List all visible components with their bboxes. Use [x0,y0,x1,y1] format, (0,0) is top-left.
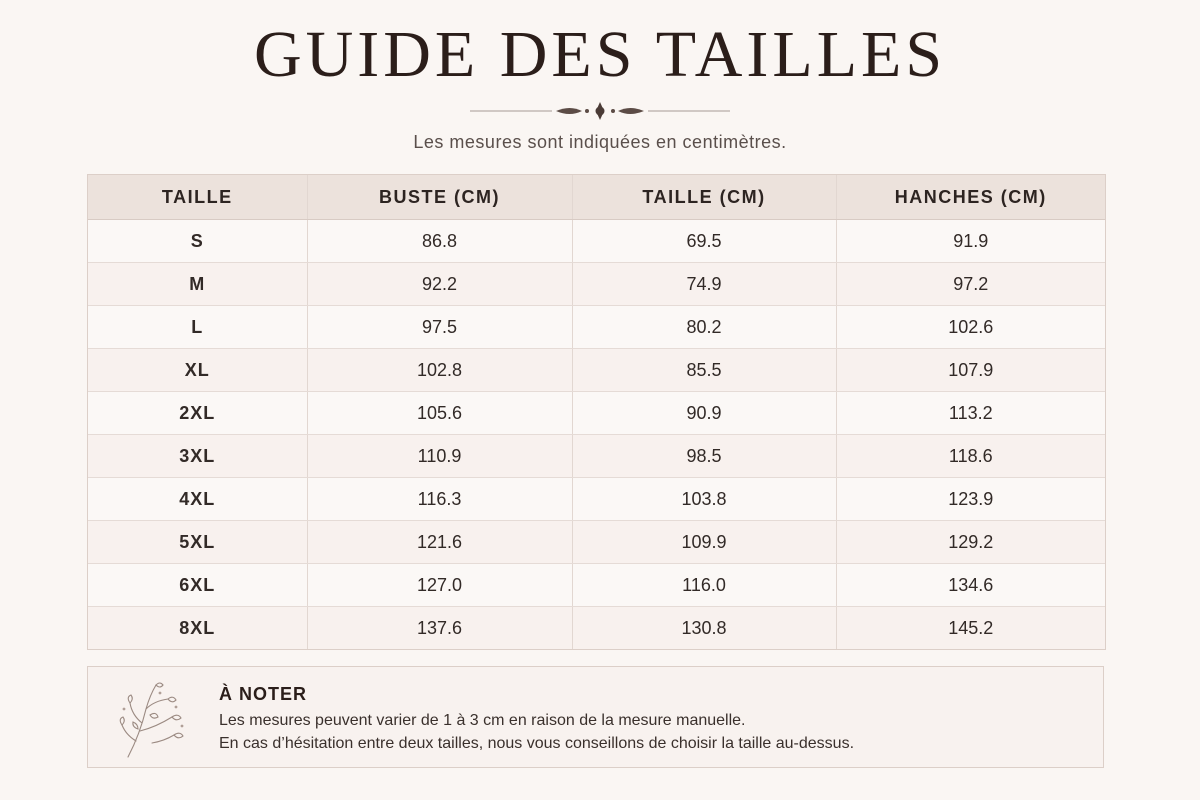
hips-cell: 97.2 [836,263,1105,306]
hips-cell: 113.2 [836,392,1105,435]
size-cell: L [88,306,307,349]
hips-cell: 102.6 [836,306,1105,349]
table-row [88,435,1105,478]
hips-cell: 123.9 [836,478,1105,521]
waist-cell: 74.9 [572,263,836,306]
table-row [88,564,1105,607]
bust-cell: 110.9 [307,435,572,478]
bust-cell: 116.3 [307,478,572,521]
bust-cell: 105.6 [307,392,572,435]
waist-cell: 130.8 [572,607,836,650]
bust-cell: 121.6 [307,521,572,564]
hips-cell: 91.9 [836,220,1105,263]
table-row [88,263,1105,306]
note-text-line: Les mesures peuvent varier de 1 à 3 cm en raison de la mesure manuelle. [219,712,746,729]
size-cell: 5XL [88,521,307,564]
column-header-hips: HANCHES (CM) [836,175,1105,220]
waist-cell: 69.5 [572,220,836,263]
table-row [88,220,1105,263]
table-row [88,478,1105,521]
note-box [87,666,1104,768]
bust-cell: 86.8 [307,220,572,263]
column-header-size: TAILLE [88,175,307,220]
column-header-bust: BUSTE (CM) [307,175,572,220]
table-row [88,349,1105,392]
bust-cell: 137.6 [307,607,572,650]
hips-cell: 107.9 [836,349,1105,392]
hips-cell: 118.6 [836,435,1105,478]
size-cell: 2XL [88,392,307,435]
note-text-line: En cas d’hésitation entre deux tailles, nous vous conseillons de choisir la taille au-dessus. [219,735,855,752]
bust-cell: 92.2 [307,263,572,306]
waist-cell: 98.5 [572,435,836,478]
size-table [87,174,1106,650]
floral-sprig-icon [116,679,191,759]
size-cell: XL [88,349,307,392]
hips-cell: 134.6 [836,564,1105,607]
waist-cell: 85.5 [572,349,836,392]
size-cell: 8XL [88,607,307,650]
table-row [88,392,1105,435]
ornament-divider-icon [470,100,730,122]
page-title: GUIDE DES TAILLES [253,18,947,91]
size-cell: M [88,263,307,306]
hips-cell: 145.2 [836,607,1105,650]
bust-cell: 127.0 [307,564,572,607]
waist-cell: 90.9 [572,392,836,435]
bust-cell: 102.8 [307,349,572,392]
table-header-row [88,175,1105,220]
hips-cell: 129.2 [836,521,1105,564]
table-row [88,607,1105,650]
waist-cell: 80.2 [572,306,836,349]
size-cell: 4XL [88,478,307,521]
note-title: À NOTER [219,684,307,704]
size-cell: 6XL [88,564,307,607]
column-header-waist: TAILLE (CM) [572,175,836,220]
waist-cell: 109.9 [572,521,836,564]
subtitle: Les mesures sont indiquées en centimètres. [413,132,787,152]
bust-cell: 97.5 [307,306,572,349]
size-cell: S [88,220,307,263]
table-row [88,306,1105,349]
table-row [88,521,1105,564]
size-cell: 3XL [88,435,307,478]
waist-cell: 103.8 [572,478,836,521]
waist-cell: 116.0 [572,564,836,607]
